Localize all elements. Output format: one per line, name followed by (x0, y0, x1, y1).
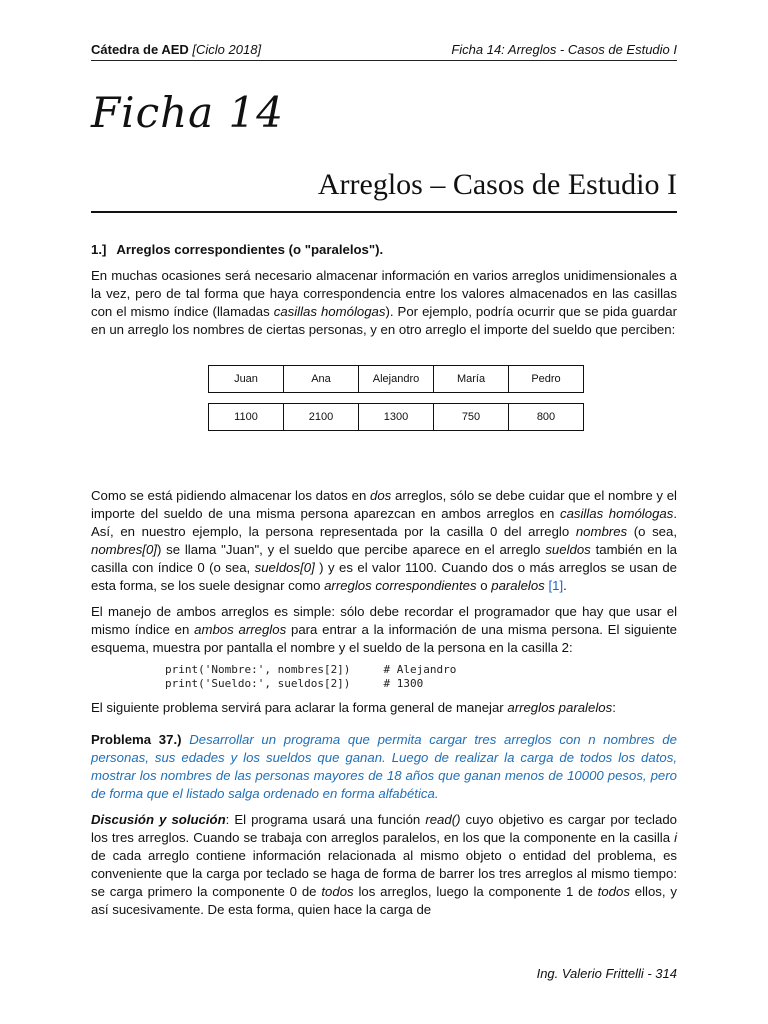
code-line: print('Sueldo:', sueldos[2]) # 1300 (165, 677, 424, 690)
problem-label: Problema 37.) (91, 732, 182, 747)
header-right: Ficha 14: Arreglos - Casos de Estudio I (451, 42, 677, 57)
main-content (91, 241, 677, 927)
code-block (165, 663, 677, 691)
paragraph-explanation: Como se está pidiendo almacenar los datos en dos arreglos, sólo se debe cuidar que el nombre y el importe del sueldo de una misma persona aparezcan en ambos arreglos en casillas homólogas. Así, en nuestro ejemplo, la persona representada por la casilla 0 del arreglo nombres (o sea, nombres[0]) se llama "Juan", y el sueldo que percibe aparece en el arreglo sueldos también en la casilla con índice 0 (o sea, sueldos[0] ) y es el valor 1100. Cuando dos o más arreglos se usan de esta forma, se los suele designar como arreglos correspondientes o paralelos [1]. (91, 488, 678, 593)
salary-cell: 750 (433, 403, 509, 431)
salary-cell: 2100 (283, 403, 359, 431)
page-title: Ficha 14 (91, 88, 284, 137)
code-line: print('Nombre:', nombres[2]) # Alejandro (165, 663, 457, 676)
discussion-label: Discusión y solución (91, 812, 226, 827)
arrays-figure (91, 365, 677, 469)
salaries-array (208, 403, 584, 431)
paragraph-discussion: Discusión y solución: El programa usará una función read() cuyo objetivo es cargar por teclado los tres arreglos. Cuando se trabaja con arreglos paralelos, en los que la componente en la casilla i de cada arreglo contiene información relacionada al mismo objeto o entidad del problema, es conveniente que la carga por teclado se haga de forma de barrer los tres arreglos al mismo tiempo: se carga primero la componente 0 de todos los arreglos, luego la componente 1 de todos ellos, y así sucesivamente. De esta forma, quien hace la carga de (91, 812, 678, 917)
problem-statement (91, 731, 677, 803)
name-cell: María (433, 365, 509, 393)
header-left (91, 42, 261, 57)
paragraph-lead: El siguiente problema servirá para aclarar la forma general de manejar arreglos paralelos: (91, 700, 616, 715)
section-title: Arreglos correspondientes (o "paralelos"). (116, 242, 384, 257)
salary-cell: 800 (508, 403, 584, 431)
name-cell: Alejandro (358, 365, 434, 393)
salary-cell: 1300 (358, 403, 434, 431)
page-footer: Ing. Valerio Frittelli - 314 (536, 966, 677, 981)
name-cell: Pedro (508, 365, 584, 393)
title-divider (91, 211, 677, 213)
section-heading (91, 241, 677, 259)
paragraph-usage: El manejo de ambos arreglos es simple: sólo debe recordar el programador que hay que usar el mismo índice en ambos arreglos para entrar a la información de una misma persona. El siguiente esquema, muestra por pantalla el nombre y el sueldo de la persona en la casilla 2: (91, 604, 678, 655)
names-array (208, 365, 584, 393)
section-number: 1.] (91, 242, 107, 257)
header-course: Cátedra de AED (91, 42, 189, 57)
page-subtitle: Arreglos – Casos de Estudio I (317, 168, 677, 201)
salary-cell: 1100 (208, 403, 284, 431)
reference-link[interactable]: [1] (548, 578, 564, 593)
name-cell: Ana (283, 365, 359, 393)
problem-text: Desarrollar un programa que permita cargar tres arreglos con n nombres de personas, sus edades y los sueldos que ganan. Luego de realizar la carga de todos los datos, mostrar los nombres de las personas mayores de 18 años que ganan menos de 10000 pesos, pero de forma que el listado salga ordenado en forma alfabética. (91, 732, 677, 801)
page-header (91, 40, 677, 61)
name-cell: Juan (208, 365, 284, 393)
paragraph-intro: En muchas ocasiones será necesario almacenar información en varios arreglos unidimensionales a la vez, pero de tal forma que haya correspondencia entre los valores almacenados en las casillas con el mismo índice (llamadas casillas homólogas). Por ejemplo, podría ocurrir que se pida guardar en un arreglo los nombres de ciertas personas, y en otro arreglo el importe del sueldo que perciben: (91, 268, 677, 337)
header-cycle: [Ciclo 2018] (192, 42, 262, 57)
